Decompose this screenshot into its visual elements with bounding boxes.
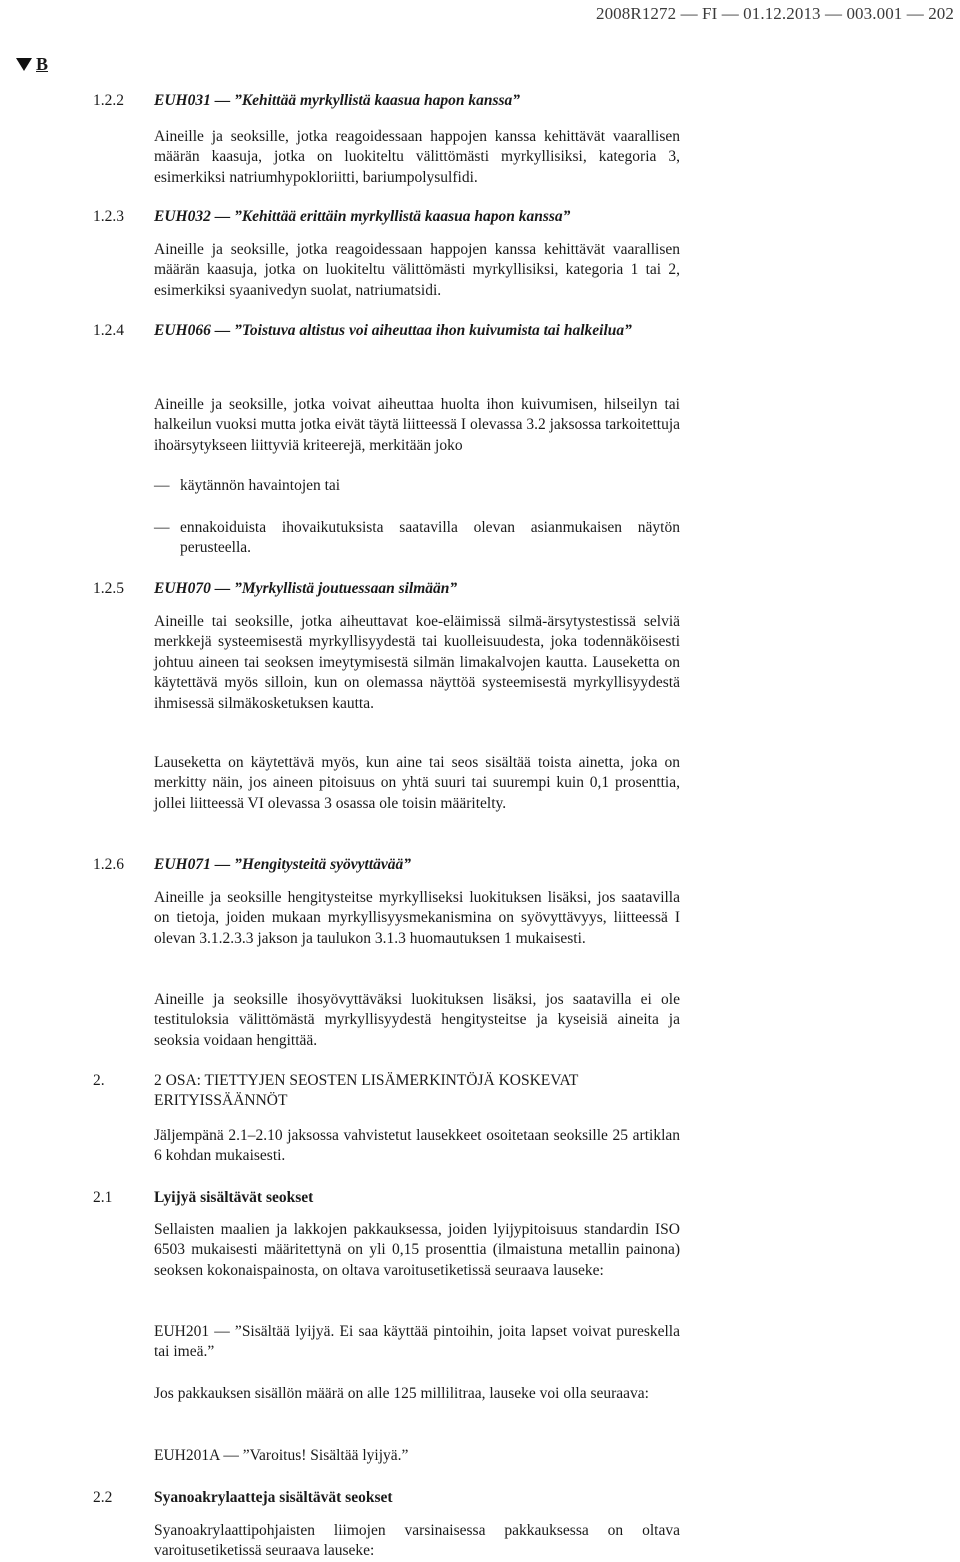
section-title: Syanoakrylaatteja sisältävät seokset bbox=[154, 1489, 393, 1506]
dash-mark: — bbox=[154, 519, 170, 536]
section-title: 2 OSA: TIETTYJEN SEOSTEN LISÄMERKINTÖJÄ KOSKEVAT ERITYISSÄÄNNÖT bbox=[154, 1072, 579, 1110]
section-number: 1.2.3 bbox=[93, 208, 124, 225]
amendment-marker-label: B bbox=[36, 54, 49, 74]
section-number: 1.2.6 bbox=[93, 856, 124, 873]
amendment-marker bbox=[16, 54, 48, 74]
section-number: 1.2.2 bbox=[93, 92, 124, 109]
section-number: 2. bbox=[93, 1072, 105, 1089]
section-number: 1.2.5 bbox=[93, 580, 124, 597]
section-paragraph: EUH201A — ”Varoitus! Sisältää lyijyä.” bbox=[154, 1447, 409, 1464]
section-title: EUH070 — ”Myrkyllistä joutuessaan silmään” bbox=[154, 580, 458, 597]
section-title: EUH066 — ”Toistuva altistus voi aiheuttaa ihon kuivumista tai halkeilua” bbox=[154, 322, 632, 339]
section-title: Lyijyä sisältävät seokset bbox=[154, 1189, 314, 1206]
dash-list-item: käytännön havaintojen tai bbox=[180, 477, 341, 494]
section-number: 1.2.4 bbox=[93, 322, 124, 339]
section-paragraph: Sellaisten maalien ja lakkojen pakkauksessa, joiden lyijypitoisuus standardin ISO 6503 mukaisesti määritettynä on yli 0,15 prosenttia (ilmaistuna metallin painona) seoksen kokonaispainosta, on oltava varoitusetiketissä seuraava lauseke: bbox=[154, 1221, 680, 1279]
section-paragraph: Aineille ja seoksille ihosyövyttäväksi luokituksen lisäksi, jos saatavilla ei ole testituloksia välittömästä myrkyllisyydestä hengitysteitse ja kyseisiä aineita ja seoksia voidaan hengittää. bbox=[154, 991, 680, 1049]
section-paragraph: Jos pakkauksen sisällön määrä on alle 125 millilitraa, lauseke voi olla seuraava: bbox=[154, 1385, 649, 1402]
section-title: EUH071 — ”Hengitysteitä syövyttävää” bbox=[154, 856, 412, 873]
dash-mark: — bbox=[154, 477, 170, 494]
section-paragraph: Aineille ja seoksille, jotka reagoidessaan happojen kanssa kehittävät vaarallisen määrän kaasuja, jotka on luokiteltu välittömästi myrkyllisiksi, kategoria 1 tai 2, esimerkiksi syaanivedyn suolat, natriumatsidi. bbox=[154, 241, 680, 299]
triangle-down-icon bbox=[16, 58, 32, 71]
section-paragraph: Syanoakrylaattipohjaisten liimojen varsinaisessa pakkauksessa on oltava varoitusetiketissä seuraava lauseke: bbox=[154, 1522, 680, 1560]
document-header: 2008R1272 — FI — 01.12.2013 — 003.001 — 202 bbox=[595, 4, 954, 23]
section-paragraph: Aineille tai seoksille, jotka aiheuttavat koe-eläimissä silmä-ärsytystestissä selviä merkkejä systeemisestä myrkyllisyydestä tai kuolleisuudesta, joka todennäköisesti johtuu aineen tai seoksen imeytymisestä silmän limakalvojen kautta. Lauseketta on käytettävä myös silloin, kun on olemassa näyttöä systeemisestä myrkyllisyydestä ihmisessä silmäkosketuksen kautta. bbox=[154, 613, 680, 712]
section-title: EUH031 — ”Kehittää myrkyllistä kaasua hapon kanssa” bbox=[154, 92, 521, 109]
section-title: EUH032 — ”Kehittää erittäin myrkyllistä kaasua hapon kanssa” bbox=[154, 208, 571, 225]
section-paragraph: Lauseketta on käytettävä myös, kun aine tai seos sisältää toista ainetta, joka on merkitty näin, jos aineen pitoisuus on yhtä suuri tai suurempi kuin 0,1 prosenttia, jollei liitteessä VI olevassa 3 osassa ole toisin määritelty. bbox=[154, 754, 680, 812]
section-paragraph: EUH201 — ”Sisältää lyijyä. Ei saa käyttää pintoihin, joita lapset voivat pureskella tai imeä.” bbox=[154, 1323, 680, 1361]
section-paragraph: Aineille ja seoksille, jotka reagoidessaan happojen kanssa kehittävät vaarallisen määrän kaasuja, jotka on luokiteltu välittömästi myrkyllisiksi, kategoria 3, esimerkiksi natriumhypokloriitti, bariumpolysulfidi. bbox=[154, 128, 680, 186]
section-number: 2.2 bbox=[93, 1489, 113, 1506]
section-paragraph: Aineille ja seoksille hengitysteitse myrkylliseksi luokituksen lisäksi, jos saatavilla on tietoja, joiden mukaan myrkyllisyysmekanismina on syövyttävyys, liitteessä I olevan 3.1.2.3.3 jakson ja taulukon 3.1.3 huomautuksen 1 mukaisesti. bbox=[154, 889, 680, 947]
section-paragraph: Aineille ja seoksille, jotka voivat aiheuttaa huolta ihon kuivumisen, hilseilyn tai halkeilun vuoksi mutta jotka eivät täytä liitteessä I olevassa 3.2 jaksossa tarkoitettuja ihoärsytykseen liittyviä kriteerejä, merkitään joko bbox=[154, 396, 681, 454]
section-number: 2.1 bbox=[93, 1189, 113, 1206]
dash-list-item: ennakoiduista ihovaikutuksista saatavilla olevan asianmukaisen näytön perusteella. bbox=[180, 519, 680, 557]
section-paragraph: Jäljempänä 2.1–2.10 jaksossa vahvistetut lausekkeet osoitetaan seoksille 25 artiklan 6 kohdan mukaisesti. bbox=[154, 1127, 680, 1165]
